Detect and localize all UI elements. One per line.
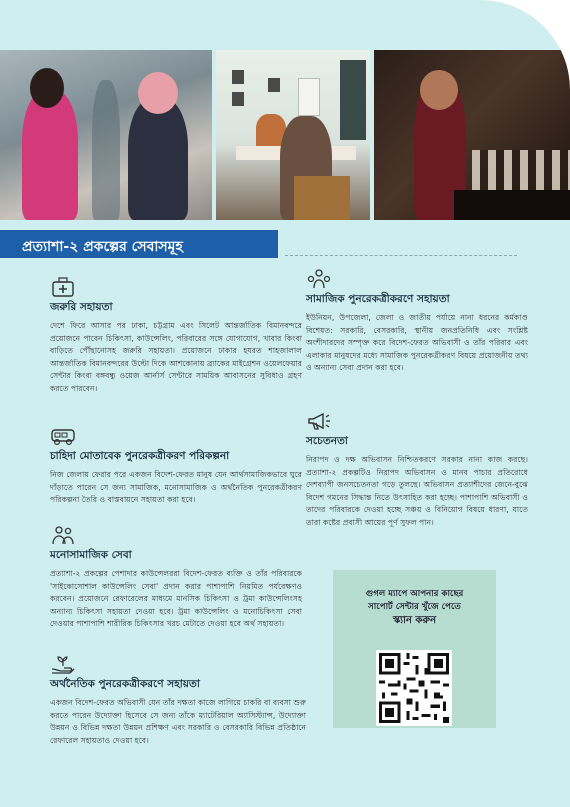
- community-people-icon: [306, 268, 332, 290]
- social-body: ইউনিয়ন, উপজেলা, জেলা ও জাতীয় পর্যায়ে নানা ধরনের কর্মকাণ্ড বিশেষত: সরকারি, বেসরকারি, স্থানীয় জনপ্রতিনিধি এবং সংশ্লিষ্ট অংশীদারদের সম্পৃক্ত করে বিদেশ-ফেরত অভিবাসী ও তাঁর পরিবার এবং এলাকার মানুষদের মধ্যে সামাজিক পুনরেকত্রীকরণ বিষয়ে প্রয়োজনীয় তথ্য ও অন্যান্য সেবা প্রদান করা হবে।: [306, 313, 528, 373]
- section-psychosocial: [50, 524, 302, 631]
- section-social: [306, 268, 528, 375]
- psychosocial-heading: মনোসামাজিক সেবা: [50, 549, 132, 561]
- hand-plant-icon: [50, 653, 76, 675]
- emergency-body: দেশে ফিরে আসার পর ঢাকা, চট্টগ্রাম এবং সিলেট আন্তর্জাতিক বিমানবন্দরে প্রয়োজনে পাবেন চিকিৎসা, কাউন্সেলিং, পরিবারের সঙ্গে যোগাযোগ, খাবার কিংবা বাড়িতে পৌঁছানোসহ জরুরি সহায়তা। প্রয়োজনে ঢাকার হযরত শাহজালাল আন্তর্জাতিক বিমানবন্দরের উল্টো দিকে আশকোনায় ব্র্যাকের মাইগ্রেশন ওয়েলফেয়ার সেন্টার কিংবা বঙ্গবন্ধু ওয়েজ আর্নার্স সেন্টারে সাময়িক আবাসনের সুবিধাও গ্রহণ করতে পারবেন।: [50, 321, 302, 393]
- plan-heading: চাহিদা মোতাবেক পুনরেকত্রীকরণ পরিকল্পনা: [50, 450, 230, 462]
- photo-strip: [0, 50, 570, 220]
- people-support-icon: [50, 524, 76, 546]
- title-dashed-divider: [285, 255, 517, 256]
- qr-instructions: [333, 588, 496, 627]
- social-heading: সামাজিক পুনরেকত্রীকরণে সহায়তা: [306, 293, 450, 305]
- megaphone-icon: [306, 410, 332, 432]
- emergency-heading: জরুরি সহায়তা: [50, 301, 113, 313]
- qr-line-3: স্ক্যান করুন: [392, 615, 437, 626]
- section-awareness: [306, 410, 528, 530]
- psychosocial-body: প্রত্যাশা-২ প্রকল্পের পেশাদার কাউন্সেলররা বিদেশ-ফেরত ব্যক্তি ও তাঁর পরিবারকে 'সাইকোসোশাল কাউন্সেলিং সেবা' প্রদান করার পাশাপাশি নিয়মিত পর্যবেক্ষণও করবেন। প্রয়োজনে রেফারেলের মাধ্যমে মানসিক চিকিৎসা ও ট্রমা কাউন্সেলিংসহ অন্যান্য চিকিৎসা সহায়তা দেওয়া হবে। ট্রমা কাউন্সেলিং ও মনোচিকিৎসা সেবা দেওয়ার পাশাপাশি শারীরিক চিকিৎসার খরচ মেটাতে দেওয়া হবে অর্থ সহায়তা।: [50, 569, 302, 629]
- page-title: প্রত্যাশা-২ প্রকল্পের সেবাসমূহ: [22, 239, 183, 255]
- section-title-bar: [0, 230, 278, 258]
- photo-counselling-office: [216, 50, 370, 220]
- first-aid-kit-icon: [50, 276, 76, 298]
- section-emergency: [50, 276, 302, 396]
- awareness-body: নিরাপদ ও দক্ষ অভিবাসন নিশ্চিতকরণে সরকার নানা কাজ করছে। প্রত্যাশা-২ প্রকল্পটিও নিরাপদ অভিবাসন ও মানব পাচার প্রতিরোধে দেশব্যাপী জনসচেতনতা গড়ে তুলছে। অভিবাসন প্রত্যাশীদের জেনে-বুঝে বিদেশ গমনের সিদ্ধান্ত নিতে উৎসাহিত করা হচ্ছে। পাশাপাশি অভিবাসী ও তাদের পরিবারকে দেওয়া হচ্ছে সঞ্চয় ও বিনিয়োগ বিষয়ে ধারণা, যাতে তারা কষ্টের প্রবাসী আয়ের পূর্ণ সুফল পান।: [306, 455, 528, 527]
- section-plan: [50, 425, 302, 507]
- economic-body: একজন বিদেশ-ফেরত অভিবাসী যেন তাঁর দক্ষতা কাজে লাগিয়ে চাকরি বা ব্যবসা শুরু করতে পারেন উদ্যোক্তা হিসেবে সে জন্য তাঁকে ম্যাটেরিয়াল অ্যাসিস্ট্যান্স, উদ্যোক্তা উন্নয়ন ও বিভিন্ন দক্ষতা উন্নয়ন প্রশিক্ষণ এবং সরকারি ও বেসরকারি বিভিন্ন প্রতিষ্ঠানে রেফারেল সহায়তাও দেওয়া হবে।: [50, 698, 306, 745]
- qr-line-1: গুগল ম্যাপে আপনার কাছের: [365, 589, 464, 599]
- qr-line-2: সাপোর্ট সেন্টার খুঁজে পেতে: [368, 602, 461, 612]
- section-economic: [50, 653, 306, 747]
- photo-workshop-woman: [374, 50, 570, 220]
- awareness-heading: সচেতনতা: [306, 435, 348, 447]
- plan-bus-icon: [50, 425, 76, 447]
- qr-code[interactable]: [376, 650, 452, 726]
- photo-airport-help-desk: [0, 50, 212, 220]
- qr-callout: [333, 570, 496, 728]
- economic-heading: অর্থনৈতিক পুনরেকত্রীকরণে সহায়তা: [50, 678, 200, 690]
- plan-body: নিজ জেলায় ফেরার পরে একজন বিদেশ-ফেরত মানুষ যেন আর্থসামাজিকভাবে ঘুরে দাঁড়াতে পারেন সে জন্য সামাজিক, মনোসামাজিক ও অর্থনৈতিক পুনরেকত্রীকরণ পরিকল্পনা তৈরি ও বাস্তবায়নে সহায়তা করা হবে।: [50, 470, 302, 505]
